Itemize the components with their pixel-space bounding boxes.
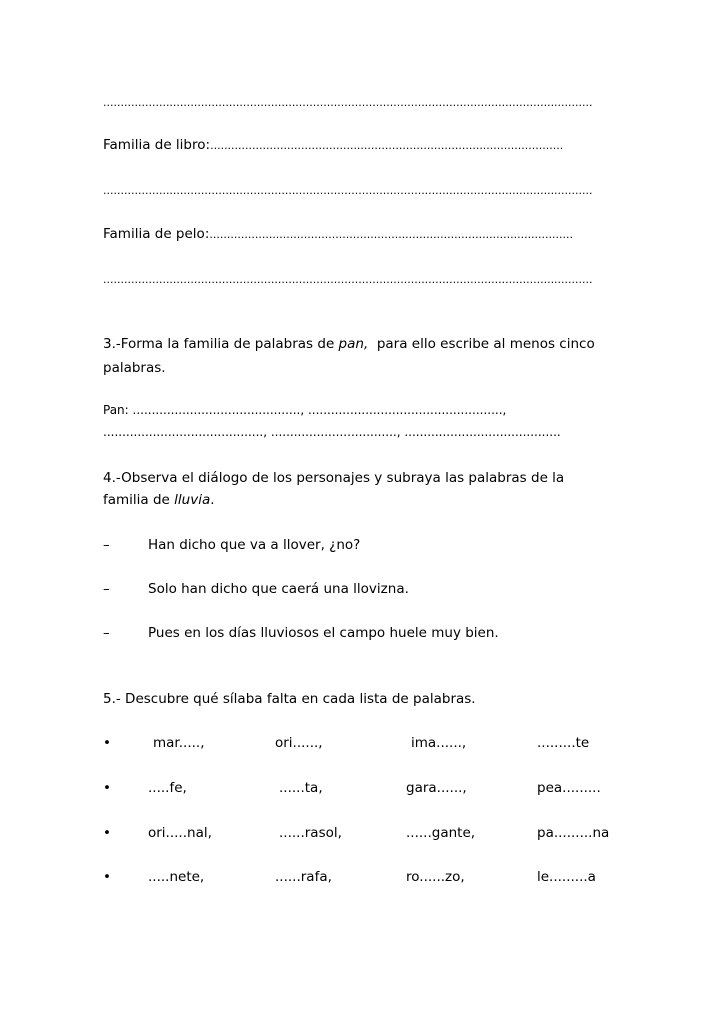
syllable-word: .........te	[537, 735, 590, 751]
dialogue-row	[103, 579, 663, 599]
syllable-word: ......ta,	[279, 780, 323, 796]
syllable-word: .....nete,	[148, 869, 205, 885]
section4-instruction-line2	[103, 490, 215, 510]
blank-line-2: ............................................................................................................................................	[103, 184, 593, 197]
pan-answer-line1: Pan: ............................................, ...................................................,	[103, 403, 507, 417]
section4-text-a: familia de	[103, 492, 175, 508]
section3-text-a: 3.-Forma la familia de palabras de	[103, 336, 339, 352]
dialogue-text: Han dicho que va a llover, ¿no?	[148, 537, 361, 553]
syllable-word: ori......,	[275, 735, 323, 751]
section4-word-lluvia: lluvia	[174, 492, 211, 508]
syllable-word: .....fe,	[148, 780, 187, 796]
syllable-word: gara......,	[406, 780, 467, 796]
syllable-row	[103, 733, 663, 753]
dialogue-row	[103, 623, 663, 643]
bullet-icon: •	[103, 735, 111, 751]
familia-libro-dots: .....................................................................................................	[210, 139, 564, 152]
dialogue-text: Pues en los días lluviosos el campo huele muy bien.	[148, 625, 499, 641]
syllable-word: le.........a	[537, 869, 596, 885]
syllable-word: pea.........	[537, 780, 601, 796]
dialogue-dash: –	[103, 537, 110, 553]
blank-line-3: ............................................................................................................................................	[103, 273, 593, 286]
syllable-word: ......rafa,	[275, 869, 332, 885]
syllable-word: ro......zo,	[406, 869, 465, 885]
section4-instruction-line1: 4.-Observa el diálogo de los personajes y subraya las palabras de la	[103, 470, 565, 486]
syllable-word: pa.........na	[537, 825, 610, 841]
section3-word-pan: pan,	[338, 336, 369, 352]
syllable-row	[103, 867, 663, 887]
section3-instruction-line2: palabras.	[103, 360, 166, 376]
dialogue-dash: –	[103, 581, 110, 597]
syllable-word: ......rasol,	[279, 825, 342, 841]
section3-text-b: para ello escribe al menos cinco	[368, 336, 595, 352]
syllable-row	[103, 823, 663, 843]
familia-pelo-label: Familia de pelo:	[103, 226, 210, 242]
section4-text-b: .	[210, 492, 215, 508]
dialogue-text: Solo han dicho que caerá una llovizna.	[148, 581, 409, 597]
syllable-word: ima......,	[411, 735, 467, 751]
section3-instruction-line1	[103, 334, 595, 354]
bullet-icon: •	[103, 780, 111, 796]
bullet-icon: •	[103, 825, 111, 841]
familia-libro-line	[103, 135, 563, 156]
blank-line-1: ............................................................................................................................................	[103, 96, 593, 109]
familia-libro-label: Familia de libro:	[103, 137, 211, 153]
syllable-row	[103, 778, 663, 798]
dialogue-dash: –	[103, 625, 110, 641]
syllable-word: ori.....nal,	[148, 825, 212, 841]
dialogue-row	[103, 535, 663, 555]
bullet-icon: •	[103, 869, 111, 885]
pan-answer-line2: .........................................., ................................., .........................................	[103, 425, 561, 439]
section5-title: 5.- Descubre qué sílaba falta en cada lista de palabras.	[103, 691, 476, 707]
syllable-word: ......gante,	[406, 825, 476, 841]
familia-pelo-dots: ........................................................................................................	[209, 228, 574, 241]
familia-pelo-line	[103, 224, 573, 245]
syllable-word: mar.....,	[153, 735, 205, 751]
